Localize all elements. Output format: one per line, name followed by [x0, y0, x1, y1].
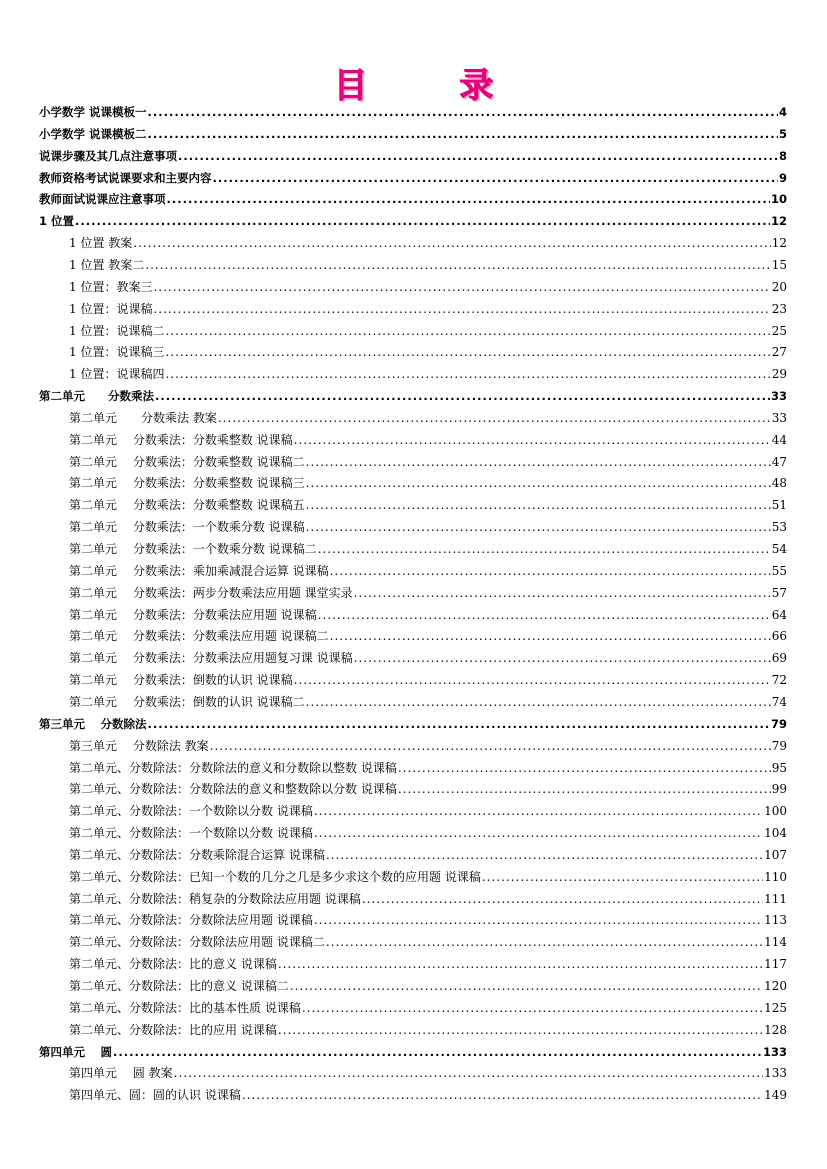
toc-entry-title: 第二单元 分数乘法：分数乘法应用题 说课稿二 — [69, 629, 329, 644]
toc-entry-title: 1 位置 教案 — [69, 236, 133, 251]
toc-page-number: 64 — [771, 607, 787, 622]
toc-page-number: 10 — [770, 192, 787, 207]
toc-page-number: 117 — [764, 957, 787, 972]
toc-entry-title: 第二单元 分数乘法 教案 — [69, 410, 217, 425]
toc-entry-title: 第二单元 分数乘法：分数乘整数 说课稿五 — [69, 498, 305, 513]
toc-leader-dots — [398, 761, 771, 775]
toc-page-number: 33 — [771, 410, 787, 425]
toc-sub-entry[interactable] — [69, 1088, 787, 1102]
toc-page-number: 4 — [778, 105, 787, 119]
toc-entry-title: 第二单元、分数除法：分数除法的意义和分数除以整数 说课稿 — [69, 760, 397, 775]
toc-entry-title: 第二单元、分数除法：分数除法的意义和整数除以分数 说课稿 — [69, 782, 397, 797]
toc-sub-entry[interactable] — [69, 1066, 787, 1080]
toc-leader-dots — [242, 1088, 763, 1102]
toc-leader-dots — [133, 236, 770, 250]
toc-section-entry[interactable] — [39, 105, 787, 119]
toc-sub-entry[interactable] — [69, 236, 787, 250]
toc-page-number: 20 — [771, 279, 787, 294]
toc-leader-dots — [306, 695, 771, 709]
toc-sub-entry[interactable] — [69, 651, 787, 665]
toc-entry-title: 第二单元、分数除法：一个数除以分数 说课稿 — [69, 804, 313, 819]
toc-page-number: 125 — [764, 1000, 787, 1015]
toc-entry-title: 第二单元 分数乘法：倒数的认识 说课稿 — [69, 673, 293, 688]
toc-sub-entry[interactable] — [69, 520, 787, 534]
toc-leader-dots — [210, 739, 771, 753]
toc-entry-title: 第二单元 分数乘法：分数乘整数 说课稿三 — [69, 476, 305, 491]
toc-entry-title: 第二单元 分数乘法：一个数乘分数 说课稿 — [69, 520, 305, 535]
toc-page-number: 15 — [771, 257, 787, 272]
toc-page-number: 53 — [771, 520, 787, 535]
toc-entry-title: 第二单元 分数乘法：倒数的认识 说课稿二 — [69, 694, 305, 709]
toc-entry-title: 第二单元、分数除法：比的意义 说课稿 — [69, 957, 277, 972]
toc-page-number: 44 — [771, 432, 787, 447]
toc-entry-title: 小学数学 说课模板一 — [39, 105, 147, 119]
toc-entry-title: 第二单元、分数除法：比的意义 说课稿二 — [69, 979, 289, 993]
toc-leader-dots — [306, 498, 771, 512]
toc-sub-entry[interactable] — [69, 804, 787, 818]
toc-section-entry[interactable] — [39, 717, 787, 731]
toc-entry-title: 1 位置 — [39, 214, 75, 229]
toc-leader-dots — [113, 1045, 762, 1059]
toc-entry-title: 第二单元 分数乘法：分数乘法应用题复习课 说课稿 — [69, 651, 353, 666]
toc-entry-title: 第二单元 分数乘法：分数乘法应用题 说课稿 — [69, 607, 317, 622]
toc-page-number: 69 — [771, 651, 787, 666]
toc-leader-dots — [294, 673, 771, 687]
toc-sub-entry[interactable] — [69, 782, 787, 796]
toc-leader-dots — [330, 564, 771, 578]
toc-leader-dots — [153, 302, 770, 316]
toc-sub-entry[interactable] — [69, 345, 787, 359]
toc-leader-dots — [290, 979, 763, 993]
toc-leader-dots — [278, 957, 763, 971]
toc-page-number: 95 — [771, 760, 787, 775]
toc-page-number: 54 — [771, 542, 787, 556]
toc-page-number: 33 — [770, 389, 787, 404]
toc-sub-entry[interactable] — [69, 1023, 787, 1037]
toc-entry-title: 说课步骤及其几点注意事项 — [39, 148, 177, 163]
toc-page-number: 5 — [778, 126, 787, 141]
toc-entry-title: 第二单元 分数乘法：乘加乘减混合运算 说课稿 — [69, 563, 329, 578]
toc-leader-dots — [314, 826, 763, 840]
toc-page-number: 79 — [770, 716, 787, 731]
toc-entry-title: 教师面试说课应注意事项 — [39, 192, 166, 207]
toc-page-number: 100 — [764, 804, 787, 819]
toc-page-number: 48 — [771, 476, 787, 491]
toc-leader-dots — [165, 345, 770, 359]
toc-section-entry[interactable] — [39, 127, 787, 141]
toc-entry-title: 教师资格考试说课要求和主要内容 — [39, 170, 212, 185]
toc-entry-title: 1 位置 教案二 — [69, 257, 145, 272]
toc-leader-dots — [167, 192, 770, 206]
toc-leader-dots — [218, 411, 771, 425]
toc-leader-dots — [75, 214, 770, 228]
toc-sub-entry[interactable] — [69, 913, 787, 927]
toc-sub-entry[interactable] — [69, 826, 787, 840]
toc-leader-dots — [148, 717, 770, 731]
toc-entry-title: 第四单元、圆：圆的认识 说课稿 — [69, 1088, 241, 1103]
toc-sub-entry[interactable] — [69, 586, 787, 600]
toc-entry-title: 第二单元 分数乘法：分数乘整数 说课稿 — [69, 432, 293, 447]
toc-leader-dots — [278, 1023, 763, 1037]
toc-leader-dots — [153, 280, 770, 294]
toc-leader-dots — [314, 913, 763, 927]
toc-entry-title: 第四单元 圆 教案 — [69, 1066, 173, 1081]
toc-entry-title: 第二单元、分数除法：一个数除以分数 说课稿 — [69, 826, 313, 841]
toc-sub-entry[interactable] — [69, 324, 787, 338]
toc-entry-title: 第二单元、分数除法：比的应用 说课稿 — [69, 1022, 277, 1037]
toc-sub-entry[interactable] — [69, 870, 787, 884]
toc-page-number: 23 — [771, 301, 787, 316]
toc-leader-dots — [318, 608, 771, 622]
toc-sub-entry[interactable] — [69, 542, 787, 556]
toc-page-number: 149 — [764, 1088, 787, 1103]
toc-page-number: 79 — [771, 738, 787, 753]
toc-page-number: 128 — [764, 1022, 787, 1037]
toc-page-number: 12 — [771, 236, 787, 251]
toc-leader-dots — [213, 171, 778, 185]
toc-entry-title: 第二单元 分数乘法：分数乘整数 说课稿二 — [69, 454, 305, 469]
toc-leader-dots — [482, 870, 763, 884]
toc-section-entry[interactable] — [39, 1045, 787, 1059]
toc-leader-dots — [148, 105, 778, 119]
toc-leader-dots — [294, 433, 771, 447]
toc-sub-entry[interactable] — [69, 608, 787, 622]
toc-leader-dots — [306, 455, 771, 469]
toc-entry-title: 第三单元 分数除法 教案 — [69, 738, 209, 753]
toc-sub-entry[interactable] — [69, 564, 787, 578]
toc-leader-dots — [318, 542, 771, 556]
toc-leader-dots — [330, 629, 771, 643]
toc-entry-title: 1 位置：说课稿二 — [69, 323, 165, 338]
toc-page-number: 12 — [770, 214, 787, 229]
toc-entry-title: 1 位置：说课稿 — [69, 301, 153, 316]
toc-entry-title: 第二单元、分数除法：比的基本性质 说课稿 — [69, 1000, 301, 1015]
toc-page-number: 57 — [771, 585, 787, 600]
toc-page-number: 51 — [771, 498, 787, 513]
toc-entry-title: 小学数学 说课模板二 — [39, 126, 147, 141]
toc-page-number: 29 — [771, 367, 787, 382]
toc-sub-entry[interactable] — [69, 1001, 787, 1015]
toc-entry-title: 第二单元、分数除法：分数乘除混合运算 说课稿 — [69, 847, 325, 862]
toc-leader-dots — [326, 848, 763, 862]
toc-page-number: 25 — [771, 323, 787, 338]
toc-sub-entry[interactable] — [69, 498, 787, 512]
toc-sub-entry[interactable] — [69, 302, 787, 316]
toc-page-number: 66 — [771, 629, 787, 644]
toc-page-number: 113 — [764, 913, 787, 928]
toc-leader-dots — [306, 476, 771, 490]
toc-leader-dots — [354, 651, 771, 665]
toc-entry-title: 1 位置：教案三 — [69, 279, 153, 294]
toc-section-entry[interactable] — [39, 214, 787, 228]
toc-leader-dots — [165, 324, 770, 338]
toc-sub-entry[interactable] — [69, 979, 787, 993]
toc-leader-dots — [174, 1066, 763, 1080]
toc-entry-title: 1 位置：说课稿四 — [69, 367, 165, 382]
toc-section-entry[interactable] — [39, 171, 787, 185]
toc-sub-entry[interactable] — [69, 629, 787, 643]
toc-entry-title: 第二单元、分数除法：分数除法应用题 说课稿二 — [69, 935, 325, 950]
toc-page-number: 114 — [764, 935, 787, 950]
toc-section-entry[interactable] — [39, 192, 787, 206]
toc-sub-entry[interactable] — [69, 761, 787, 775]
toc-entry-title: 第二单元 分数乘法：两步分数乘法应用题 课堂实录 — [69, 585, 353, 600]
toc-page-number: 107 — [764, 847, 787, 862]
toc-page-number: 72 — [771, 673, 787, 688]
toc-page-number: 133 — [762, 1044, 787, 1059]
toc-entry-title: 第二单元 分数乘法：一个数乘分数 说课稿二 — [69, 542, 317, 556]
toc-page-number: 9 — [778, 170, 787, 185]
toc-page-number: 111 — [764, 891, 787, 906]
toc-section-entry[interactable] — [39, 389, 787, 403]
toc-page-number: 27 — [771, 345, 787, 360]
toc-sub-entry[interactable] — [69, 280, 787, 294]
toc-leader-dots — [155, 389, 770, 403]
toc-sub-entry[interactable] — [69, 892, 787, 906]
toc-page-number: 110 — [764, 869, 787, 884]
toc-leader-dots — [398, 782, 771, 796]
toc-sub-entry[interactable] — [69, 673, 787, 687]
toc-page-number: 133 — [764, 1066, 787, 1081]
toc-leader-dots — [165, 367, 770, 381]
toc-sub-entry[interactable] — [69, 367, 787, 381]
toc-entry-title: 1 位置：说课稿三 — [69, 345, 165, 360]
toc-leader-dots — [306, 520, 771, 534]
toc-section-entry[interactable] — [39, 149, 787, 163]
toc-sub-entry[interactable] — [69, 258, 787, 272]
toc-leader-dots — [314, 804, 763, 818]
toc-entry-title: 第二单元 分数乘法 — [39, 389, 154, 404]
toc-page-number: 99 — [771, 782, 787, 797]
toc-page-number: 74 — [771, 694, 787, 709]
toc-sub-entry[interactable] — [69, 433, 787, 447]
toc-leader-dots — [354, 586, 771, 600]
toc-page-number: 47 — [771, 454, 787, 469]
toc-leader-dots — [148, 127, 778, 141]
toc-sub-entry[interactable] — [69, 455, 787, 469]
toc-entry-title: 第三单元 分数除法 — [39, 716, 147, 731]
toc-leader-dots — [302, 1001, 763, 1015]
toc-page-number: 104 — [764, 826, 787, 841]
toc-leader-dots — [145, 258, 770, 272]
toc-sub-entry[interactable] — [69, 935, 787, 949]
page-title: 目 录 — [333, 66, 534, 106]
toc-sub-entry[interactable] — [69, 739, 787, 753]
toc-page-number: 120 — [764, 979, 787, 993]
toc-page-number: 55 — [771, 563, 787, 578]
toc-entry-title: 第四单元 圆 — [39, 1044, 113, 1059]
toc-page-number: 8 — [778, 148, 787, 163]
toc-leader-dots — [362, 892, 763, 906]
toc-sub-entry[interactable] — [69, 476, 787, 490]
toc-sub-entry[interactable] — [69, 411, 787, 425]
toc-sub-entry[interactable] — [69, 695, 787, 709]
toc-sub-entry[interactable] — [69, 957, 787, 971]
toc-leader-dots — [326, 935, 763, 949]
toc-entry-title: 第二单元、分数除法：稍复杂的分数除法应用题 说课稿 — [69, 891, 361, 906]
toc-leader-dots — [178, 149, 778, 163]
toc-entry-title: 第二单元、分数除法：已知一个数的几分之几是多少求这个数的应用题 说课稿 — [69, 869, 481, 884]
toc-sub-entry[interactable] — [69, 848, 787, 862]
toc-entry-title: 第二单元、分数除法：分数除法应用题 说课稿 — [69, 913, 313, 928]
